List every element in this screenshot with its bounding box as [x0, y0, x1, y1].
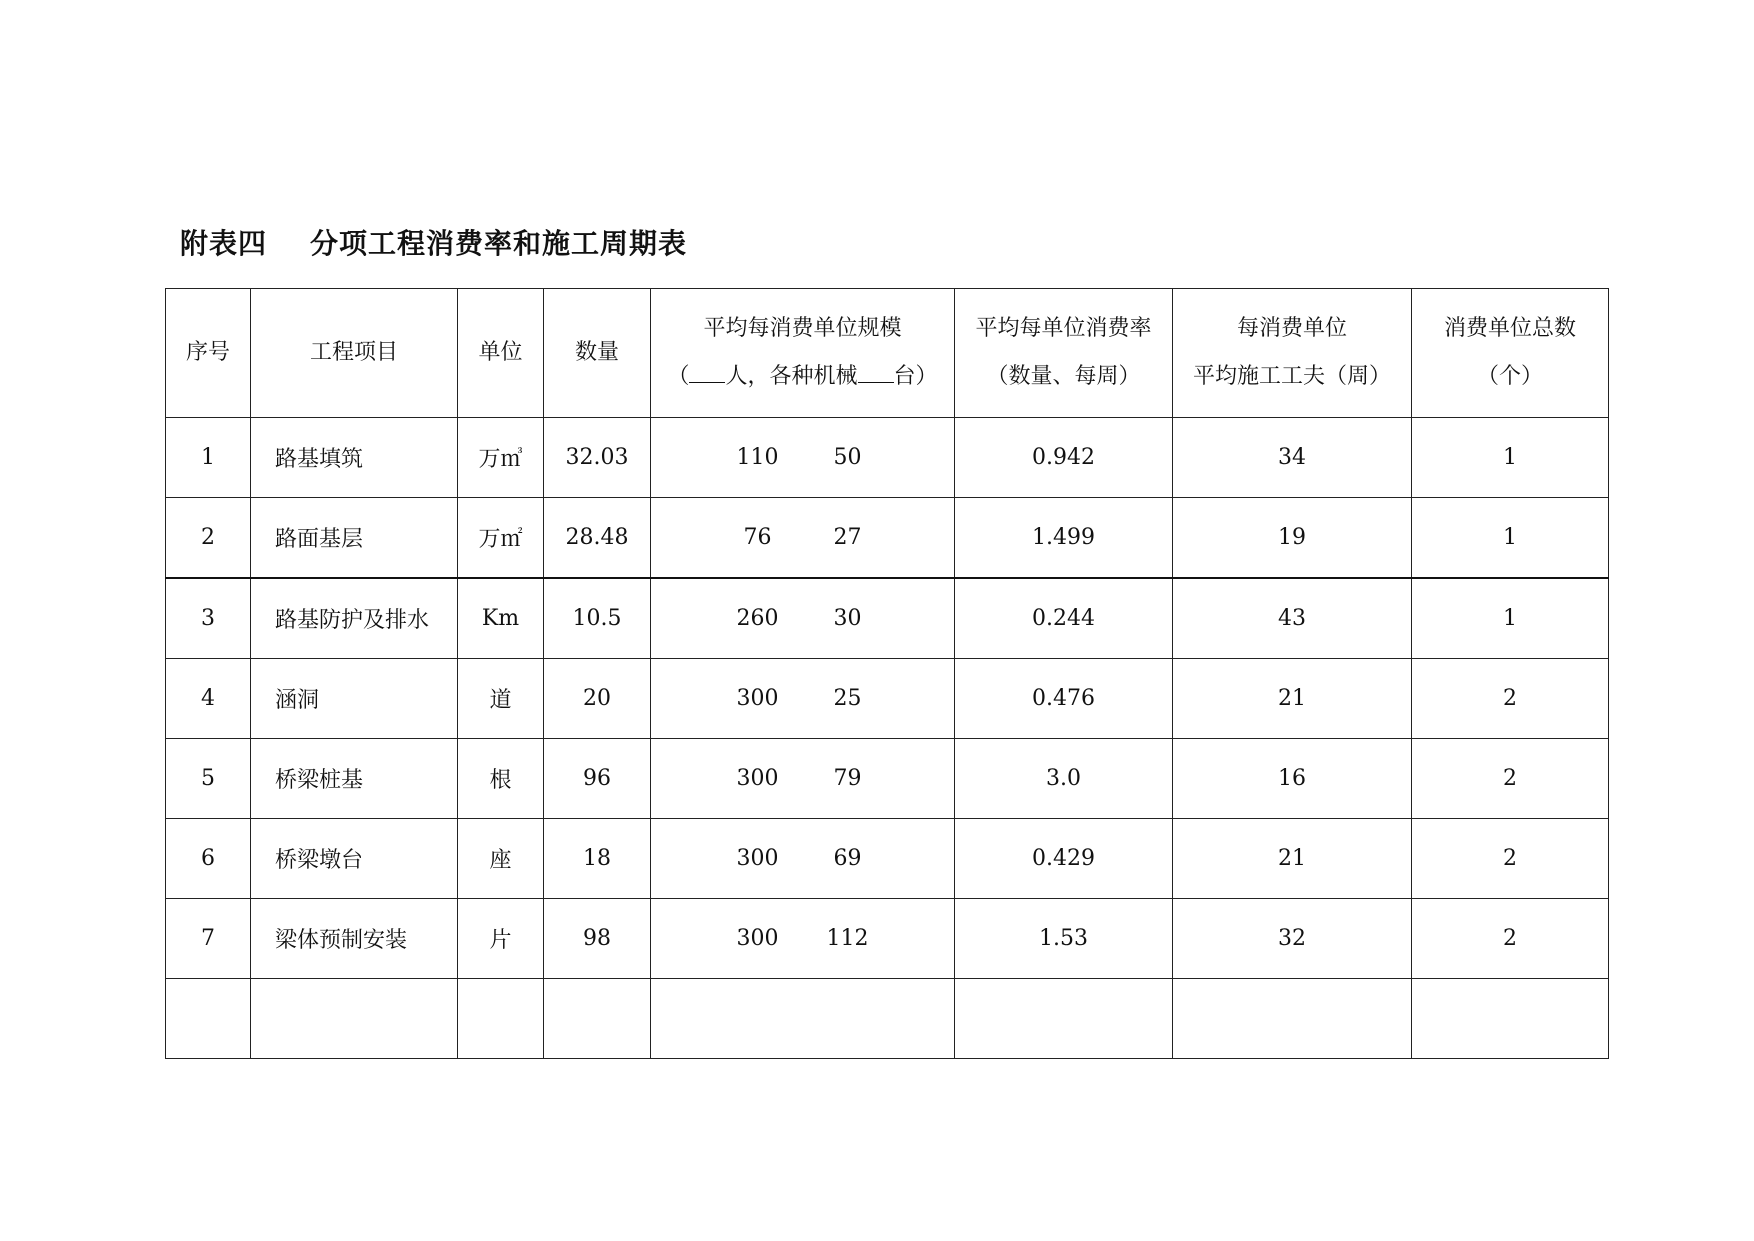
cell-rate: 0.244 [955, 578, 1173, 659]
cell-machines: 112 [826, 926, 869, 951]
cell-rate: 0.476 [955, 659, 1173, 739]
cell-scale [651, 739, 955, 819]
header-weeks-line2: 平均施工工夫（周） [1192, 364, 1391, 389]
cell-item: 路基填筑 [251, 418, 458, 498]
cell-rate: 3.0 [955, 739, 1173, 819]
cell-qty: 28.48 [544, 498, 651, 579]
cell-unit: 片 [458, 899, 544, 979]
cell-unit: Km [458, 578, 544, 659]
cell-rate: 1.499 [955, 498, 1173, 579]
cell-total: 1 [1412, 498, 1609, 579]
cell-machines: 50 [833, 445, 862, 470]
header-scale-open: （ [667, 364, 690, 389]
cell-total: 1 [1412, 418, 1609, 498]
header-weeks-line1: 每消费单位 [1236, 316, 1347, 341]
cell-people: 300 [736, 846, 779, 871]
cell-no: 6 [166, 819, 251, 899]
header-total [1412, 289, 1609, 418]
cell-item [251, 979, 458, 1059]
cell-no: 3 [166, 578, 251, 659]
table-header-row [166, 289, 1609, 418]
cell-people: 300 [736, 686, 779, 711]
header-total-line2: （个） [1476, 364, 1543, 389]
cell-item: 路基防护及排水 [251, 578, 458, 659]
cell-no: 5 [166, 739, 251, 819]
cell-qty: 98 [544, 899, 651, 979]
cell-scale [651, 979, 955, 1059]
cell-people: 76 [743, 525, 772, 550]
cell-weeks: 16 [1173, 739, 1412, 819]
cell-no: 2 [166, 498, 251, 579]
cell-qty: 20 [544, 659, 651, 739]
header-rate [955, 289, 1173, 418]
cell-total: 2 [1412, 899, 1609, 979]
cell-total: 2 [1412, 819, 1609, 899]
cell-no: 1 [166, 418, 251, 498]
blank-people [689, 360, 725, 383]
cell-rate: 0.942 [955, 418, 1173, 498]
cell-scale [651, 819, 955, 899]
cell-qty: 32.03 [544, 418, 651, 498]
cell-machines: 27 [833, 525, 862, 550]
cell-qty: 96 [544, 739, 651, 819]
cell-qty: 10.5 [544, 578, 651, 659]
cell-weeks: 43 [1173, 578, 1412, 659]
cell-machines: 79 [833, 766, 862, 791]
cell-no: 4 [166, 659, 251, 739]
cell-no: 7 [166, 899, 251, 979]
cell-unit [458, 979, 544, 1059]
table-row-empty [166, 979, 1609, 1059]
cell-qty [544, 979, 651, 1059]
consumption-rate-table [165, 288, 1609, 1059]
cell-machines: 25 [833, 686, 862, 711]
header-scale-line2 [651, 353, 954, 401]
cell-unit: 根 [458, 739, 544, 819]
header-weeks [1173, 289, 1412, 418]
header-scale-close: 台） [893, 364, 938, 389]
cell-weeks: 21 [1173, 819, 1412, 899]
cell-weeks: 21 [1173, 659, 1412, 739]
cell-people: 260 [736, 606, 779, 631]
cell-qty: 18 [544, 819, 651, 899]
header-unit: 单位 [458, 289, 544, 418]
cell-item: 梁体预制安装 [251, 899, 458, 979]
header-scale [651, 289, 955, 418]
table-row [166, 578, 1609, 659]
cell-weeks: 19 [1173, 498, 1412, 579]
cell-scale [651, 418, 955, 498]
header-item: 工程项目 [251, 289, 458, 418]
cell-scale [651, 659, 955, 739]
cell-unit: 万㎡ [458, 498, 544, 579]
table-row [166, 899, 1609, 979]
cell-total: 2 [1412, 739, 1609, 819]
cell-rate [955, 979, 1173, 1059]
cell-scale [651, 498, 955, 579]
table-row [166, 418, 1609, 498]
header-qty: 数量 [544, 289, 651, 418]
header-no: 序号 [166, 289, 251, 418]
cell-item: 涵洞 [251, 659, 458, 739]
cell-item: 桥梁墩台 [251, 819, 458, 899]
header-scale-mid: 人，各种机械 [725, 364, 858, 389]
blank-machines [858, 360, 894, 383]
cell-weeks [1173, 979, 1412, 1059]
table-row [166, 659, 1609, 739]
cell-total [1412, 979, 1609, 1059]
cell-rate: 1.53 [955, 899, 1173, 979]
cell-unit: 座 [458, 819, 544, 899]
cell-scale [651, 899, 955, 979]
cell-people: 300 [736, 926, 779, 951]
cell-total: 2 [1412, 659, 1609, 739]
cell-people: 300 [736, 766, 779, 791]
table-row [166, 819, 1609, 899]
cell-unit: 道 [458, 659, 544, 739]
cell-total: 1 [1412, 578, 1609, 659]
page-title: 附表四 分项工程消费率和施工周期表 [180, 227, 687, 260]
cell-rate: 0.429 [955, 819, 1173, 899]
cell-machines: 69 [833, 846, 862, 871]
cell-weeks: 32 [1173, 899, 1412, 979]
cell-machines: 30 [833, 606, 862, 631]
table-row [166, 498, 1609, 579]
table-row [166, 739, 1609, 819]
cell-no [166, 979, 251, 1059]
header-rate-line1: 平均每单位消费率 [975, 316, 1152, 341]
cell-unit: 万㎥ [458, 418, 544, 498]
cell-item: 桥梁桩基 [251, 739, 458, 819]
cell-weeks: 34 [1173, 418, 1412, 498]
header-total-line1: 消费单位总数 [1443, 316, 1576, 341]
header-scale-line1: 平均每消费单位规模 [703, 316, 902, 341]
cell-item: 路面基层 [251, 498, 458, 579]
cell-scale [651, 578, 955, 659]
header-rate-line2: （数量、每周） [986, 364, 1141, 389]
cell-people: 110 [736, 445, 779, 470]
